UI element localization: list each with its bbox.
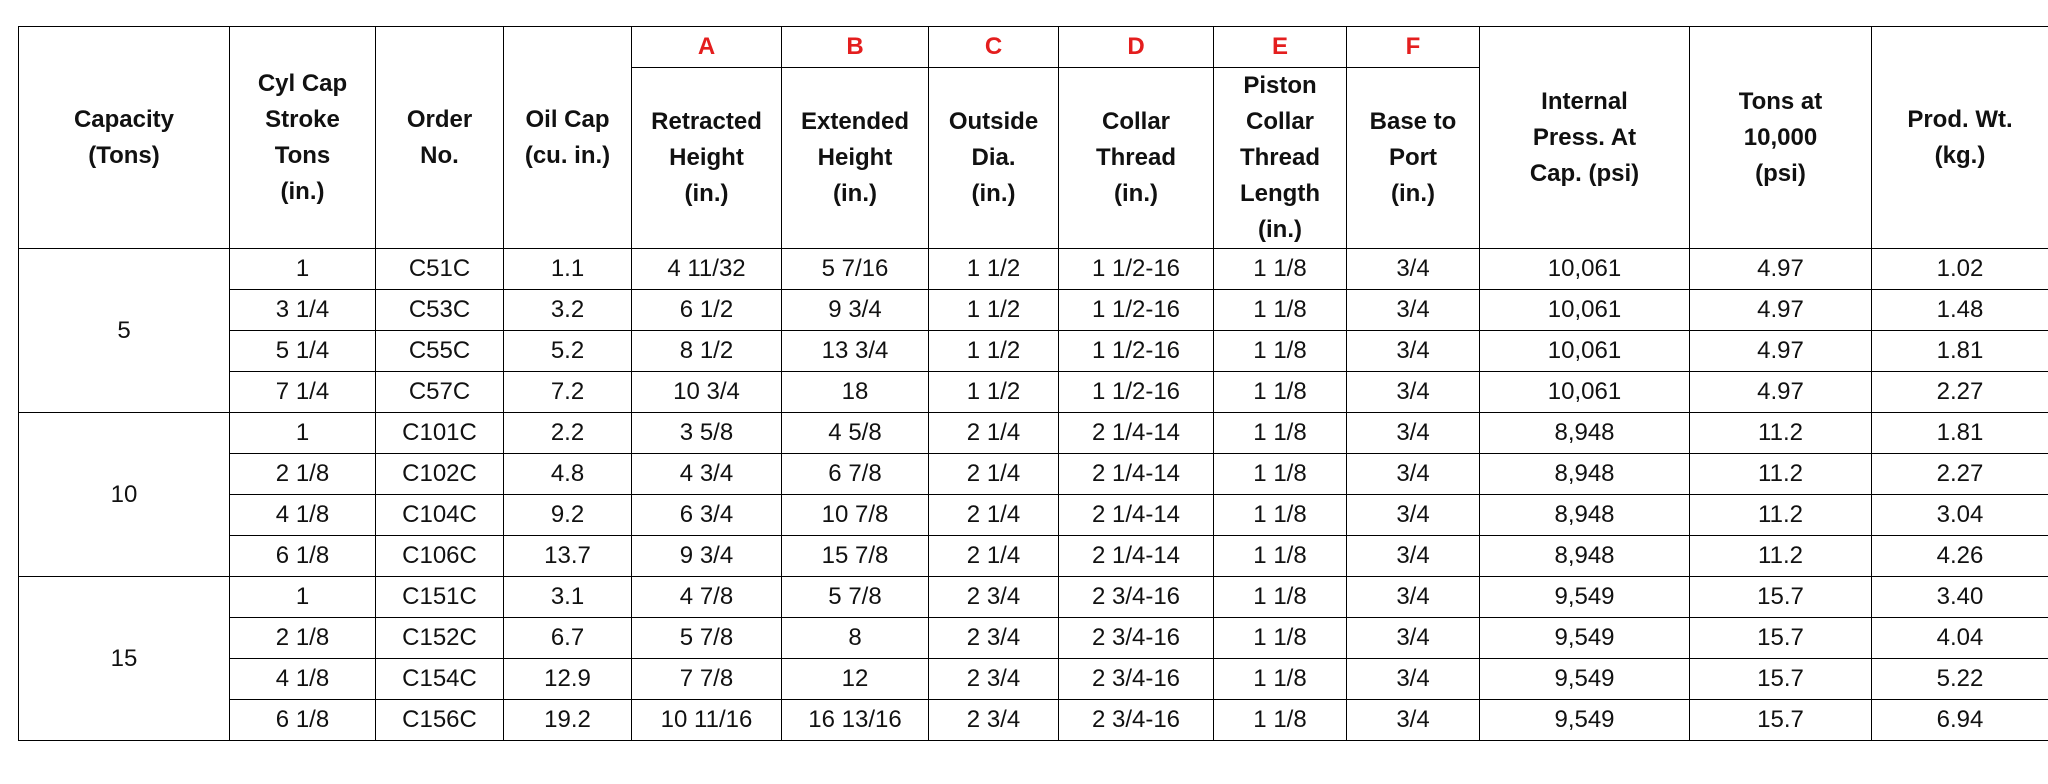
- cell-internal-press: 10,061: [1480, 290, 1690, 331]
- header-letter-d: D: [1059, 27, 1214, 68]
- cell-oil-cap: 19.2: [504, 700, 632, 741]
- cell-prod-wt: 6.94: [1872, 700, 2048, 741]
- cell-oil-cap: 9.2: [504, 495, 632, 536]
- cell-extended: 10 7/8: [782, 495, 929, 536]
- cell-outside-dia: 2 3/4: [929, 659, 1059, 700]
- cell-prod-wt: 1.81: [1872, 331, 2048, 372]
- cell-oil-cap: 6.7: [504, 618, 632, 659]
- header-letter-e: E: [1214, 27, 1347, 68]
- cell-tons-10000: 15.7: [1690, 618, 1872, 659]
- header-order-no: Order No.: [376, 27, 504, 249]
- cell-base-to-port: 3/4: [1347, 290, 1480, 331]
- cell-internal-press: 8,948: [1480, 536, 1690, 577]
- cell-order-no: C152C: [376, 618, 504, 659]
- cell-tons-10000: 4.97: [1690, 331, 1872, 372]
- cylinder-spec-table: [18, 26, 2048, 741]
- cell-collar-thread: 2 3/4-16: [1059, 618, 1214, 659]
- table-row: [19, 249, 2048, 290]
- header-letter-c: C: [929, 27, 1059, 68]
- cell-stroke: 3 1/4: [230, 290, 376, 331]
- header-letter-a: A: [632, 27, 782, 68]
- cell-tons-10000: 11.2: [1690, 495, 1872, 536]
- cell-outside-dia: 2 1/4: [929, 495, 1059, 536]
- cell-internal-press: 8,948: [1480, 454, 1690, 495]
- cell-tons-10000: 15.7: [1690, 577, 1872, 618]
- cell-stroke: 5 1/4: [230, 331, 376, 372]
- cell-internal-press: 8,948: [1480, 413, 1690, 454]
- cell-base-to-port: 3/4: [1347, 413, 1480, 454]
- cell-stroke: 7 1/4: [230, 372, 376, 413]
- cell-collar-thread: 2 3/4-16: [1059, 700, 1214, 741]
- cell-extended: 18: [782, 372, 929, 413]
- cell-extended: 9 3/4: [782, 290, 929, 331]
- header-retracted-height: Retracted Height (in.): [632, 68, 782, 249]
- cell-piston-length: 1 1/8: [1214, 495, 1347, 536]
- cell-order-no: C57C: [376, 372, 504, 413]
- cell-tons-10000: 15.7: [1690, 659, 1872, 700]
- cell-piston-length: 1 1/8: [1214, 700, 1347, 741]
- table-row: [19, 331, 2048, 372]
- cell-order-no: C154C: [376, 659, 504, 700]
- cell-outside-dia: 1 1/2: [929, 249, 1059, 290]
- cell-extended: 5 7/16: [782, 249, 929, 290]
- table-row: [19, 700, 2048, 741]
- cell-retracted: 10 11/16: [632, 700, 782, 741]
- cell-order-no: C151C: [376, 577, 504, 618]
- cell-extended: 8: [782, 618, 929, 659]
- cell-tons-10000: 11.2: [1690, 413, 1872, 454]
- cell-base-to-port: 3/4: [1347, 495, 1480, 536]
- cell-base-to-port: 3/4: [1347, 536, 1480, 577]
- cell-oil-cap: 12.9: [504, 659, 632, 700]
- cell-piston-length: 1 1/8: [1214, 413, 1347, 454]
- cell-retracted: 6 3/4: [632, 495, 782, 536]
- cell-tons-10000: 11.2: [1690, 536, 1872, 577]
- cell-extended: 15 7/8: [782, 536, 929, 577]
- cell-prod-wt: 3.40: [1872, 577, 2048, 618]
- cell-internal-press: 10,061: [1480, 249, 1690, 290]
- cell-oil-cap: 3.2: [504, 290, 632, 331]
- cell-stroke: 1: [230, 413, 376, 454]
- cell-internal-press: 10,061: [1480, 331, 1690, 372]
- cell-collar-thread: 2 1/4-14: [1059, 454, 1214, 495]
- cell-order-no: C55C: [376, 331, 504, 372]
- cell-oil-cap: 4.8: [504, 454, 632, 495]
- cell-base-to-port: 3/4: [1347, 372, 1480, 413]
- table-row: [19, 290, 2048, 331]
- cell-retracted: 4 3/4: [632, 454, 782, 495]
- cell-piston-length: 1 1/8: [1214, 659, 1347, 700]
- cell-prod-wt: 3.04: [1872, 495, 2048, 536]
- cell-order-no: C51C: [376, 249, 504, 290]
- cell-outside-dia: 2 3/4: [929, 577, 1059, 618]
- cell-outside-dia: 2 1/4: [929, 454, 1059, 495]
- cell-piston-length: 1 1/8: [1214, 536, 1347, 577]
- cell-order-no: C53C: [376, 290, 504, 331]
- cell-retracted: 3 5/8: [632, 413, 782, 454]
- header-stroke: Cyl Cap Stroke Tons (in.): [230, 27, 376, 249]
- cell-oil-cap: 2.2: [504, 413, 632, 454]
- header-prod-wt: Prod. Wt. (kg.): [1872, 27, 2048, 249]
- cell-piston-length: 1 1/8: [1214, 372, 1347, 413]
- cell-tons-10000: 4.97: [1690, 249, 1872, 290]
- cell-order-no: C104C: [376, 495, 504, 536]
- cell-stroke: 1: [230, 249, 376, 290]
- table-row: [19, 495, 2048, 536]
- capacity-cell: 10: [19, 413, 230, 577]
- header-internal-press: Internal Press. At Cap. (psi): [1480, 27, 1690, 249]
- cell-prod-wt: 1.48: [1872, 290, 2048, 331]
- cell-retracted: 10 3/4: [632, 372, 782, 413]
- cell-extended: 4 5/8: [782, 413, 929, 454]
- cell-base-to-port: 3/4: [1347, 618, 1480, 659]
- cell-collar-thread: 2 1/4-14: [1059, 413, 1214, 454]
- cell-retracted: 6 1/2: [632, 290, 782, 331]
- cell-base-to-port: 3/4: [1347, 249, 1480, 290]
- cell-collar-thread: 1 1/2-16: [1059, 331, 1214, 372]
- cell-piston-length: 1 1/8: [1214, 331, 1347, 372]
- cell-tons-10000: 11.2: [1690, 454, 1872, 495]
- cell-prod-wt: 2.27: [1872, 372, 2048, 413]
- table-row: [19, 413, 2048, 454]
- cell-stroke: 2 1/8: [230, 454, 376, 495]
- header-base-to-port: Base to Port (in.): [1347, 68, 1480, 249]
- cell-order-no: C101C: [376, 413, 504, 454]
- cell-oil-cap: 5.2: [504, 331, 632, 372]
- cell-prod-wt: 1.02: [1872, 249, 2048, 290]
- cell-prod-wt: 2.27: [1872, 454, 2048, 495]
- cell-oil-cap: 1.1: [504, 249, 632, 290]
- cell-prod-wt: 1.81: [1872, 413, 2048, 454]
- cell-base-to-port: 3/4: [1347, 659, 1480, 700]
- cell-piston-length: 1 1/8: [1214, 454, 1347, 495]
- cell-outside-dia: 1 1/2: [929, 331, 1059, 372]
- cell-outside-dia: 2 1/4: [929, 413, 1059, 454]
- cell-collar-thread: 1 1/2-16: [1059, 290, 1214, 331]
- cell-internal-press: 9,549: [1480, 700, 1690, 741]
- cell-base-to-port: 3/4: [1347, 700, 1480, 741]
- cell-stroke: 6 1/8: [230, 700, 376, 741]
- cell-extended: 6 7/8: [782, 454, 929, 495]
- cell-order-no: C102C: [376, 454, 504, 495]
- cell-base-to-port: 3/4: [1347, 454, 1480, 495]
- cell-stroke: 1: [230, 577, 376, 618]
- header-collar-thread: Collar Thread (in.): [1059, 68, 1214, 249]
- header-oil-cap: Oil Cap (cu. in.): [504, 27, 632, 249]
- table-row: [19, 577, 2048, 618]
- cell-outside-dia: 2 3/4: [929, 700, 1059, 741]
- cell-collar-thread: 2 1/4-14: [1059, 495, 1214, 536]
- cell-prod-wt: 4.26: [1872, 536, 2048, 577]
- cell-collar-thread: 1 1/2-16: [1059, 372, 1214, 413]
- cell-stroke: 4 1/8: [230, 659, 376, 700]
- cell-internal-press: 9,549: [1480, 659, 1690, 700]
- cell-tons-10000: 4.97: [1690, 290, 1872, 331]
- cell-order-no: C156C: [376, 700, 504, 741]
- cell-stroke: 4 1/8: [230, 495, 376, 536]
- cell-collar-thread: 2 3/4-16: [1059, 577, 1214, 618]
- cell-stroke: 2 1/8: [230, 618, 376, 659]
- header-tons-at-10000: Tons at 10,000 (psi): [1690, 27, 1872, 249]
- cell-collar-thread: 2 3/4-16: [1059, 659, 1214, 700]
- cell-extended: 13 3/4: [782, 331, 929, 372]
- header-outside-dia: Outside Dia. (in.): [929, 68, 1059, 249]
- cell-piston-length: 1 1/8: [1214, 290, 1347, 331]
- cell-outside-dia: 1 1/2: [929, 372, 1059, 413]
- cell-extended: 5 7/8: [782, 577, 929, 618]
- cell-tons-10000: 4.97: [1690, 372, 1872, 413]
- cell-tons-10000: 15.7: [1690, 700, 1872, 741]
- cell-extended: 16 13/16: [782, 700, 929, 741]
- cell-base-to-port: 3/4: [1347, 577, 1480, 618]
- cell-retracted: 9 3/4: [632, 536, 782, 577]
- cell-outside-dia: 2 1/4: [929, 536, 1059, 577]
- cell-retracted: 4 7/8: [632, 577, 782, 618]
- header-capacity: Capacity (Tons): [19, 27, 230, 249]
- cell-collar-thread: 1 1/2-16: [1059, 249, 1214, 290]
- table-row: [19, 659, 2048, 700]
- header-letter-b: B: [782, 27, 929, 68]
- cell-retracted: 7 7/8: [632, 659, 782, 700]
- cell-oil-cap: 3.1: [504, 577, 632, 618]
- cell-base-to-port: 3/4: [1347, 331, 1480, 372]
- header-row-letters: [19, 27, 2048, 68]
- cell-piston-length: 1 1/8: [1214, 249, 1347, 290]
- cell-internal-press: 9,549: [1480, 618, 1690, 659]
- cell-prod-wt: 4.04: [1872, 618, 2048, 659]
- cell-piston-length: 1 1/8: [1214, 577, 1347, 618]
- cell-prod-wt: 5.22: [1872, 659, 2048, 700]
- cell-order-no: C106C: [376, 536, 504, 577]
- capacity-cell: 5: [19, 249, 230, 413]
- cell-extended: 12: [782, 659, 929, 700]
- cell-retracted: 5 7/8: [632, 618, 782, 659]
- cell-stroke: 6 1/8: [230, 536, 376, 577]
- cell-collar-thread: 2 1/4-14: [1059, 536, 1214, 577]
- header-letter-f: F: [1347, 27, 1480, 68]
- cell-oil-cap: 7.2: [504, 372, 632, 413]
- cell-outside-dia: 2 3/4: [929, 618, 1059, 659]
- cell-piston-length: 1 1/8: [1214, 618, 1347, 659]
- header-piston-collar-thread-length: Piston Collar Thread Length (in.): [1214, 68, 1347, 249]
- table-row: [19, 618, 2048, 659]
- cell-oil-cap: 13.7: [504, 536, 632, 577]
- cell-internal-press: 9,549: [1480, 577, 1690, 618]
- capacity-cell: 15: [19, 577, 230, 741]
- table-row: [19, 372, 2048, 413]
- cell-outside-dia: 1 1/2: [929, 290, 1059, 331]
- table-row: [19, 536, 2048, 577]
- cell-internal-press: 8,948: [1480, 495, 1690, 536]
- table-row: [19, 454, 2048, 495]
- cell-internal-press: 10,061: [1480, 372, 1690, 413]
- cell-retracted: 8 1/2: [632, 331, 782, 372]
- cell-retracted: 4 11/32: [632, 249, 782, 290]
- header-extended-height: Extended Height (in.): [782, 68, 929, 249]
